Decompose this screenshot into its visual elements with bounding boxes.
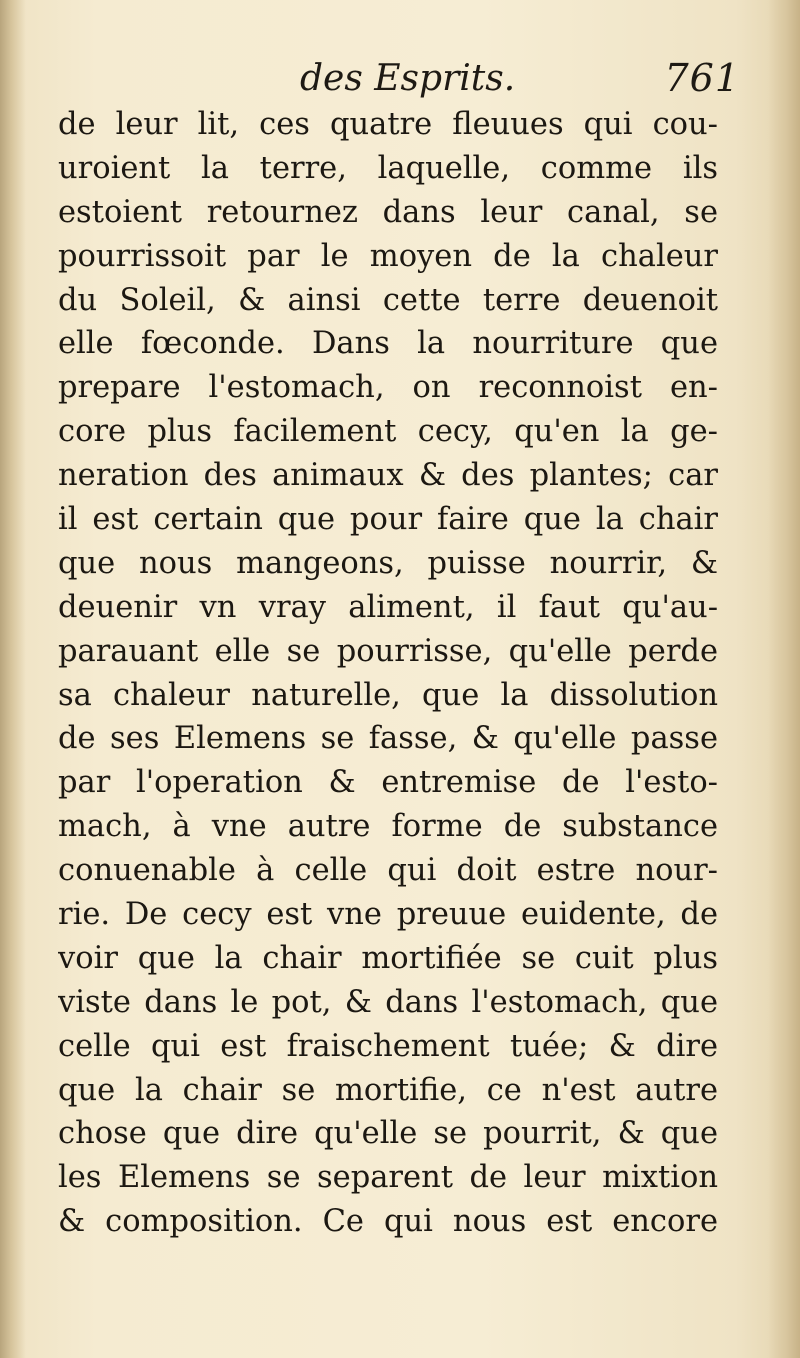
text-line: voir que la chair mortifiée se cuit plus [58, 940, 718, 976]
body-text [58, 103, 718, 1244]
text-line: uroient la terre, laquelle, comme ils [58, 150, 718, 186]
spine-shadow [0, 0, 26, 1358]
text-line: que la chair se mortifie, ce n'est autre [58, 1072, 718, 1108]
text-line: neration des animaux & des plantes; car [58, 458, 718, 494]
running-head: des Esprits. [300, 58, 516, 99]
text-line: rie. De cecy est vne preuue euidente, de [58, 897, 718, 933]
text-line: de ses Elemens se fasse, & qu'elle passe [58, 721, 718, 757]
text-line: prepare l'estomach, on reconnoist en- [58, 370, 718, 406]
text-line: de leur lit, ces quatre fleuues qui cou- [58, 107, 718, 142]
text-line: & composition. Ce qui nous est encore [58, 1204, 718, 1240]
page-header [300, 48, 740, 108]
page-number: 761 [664, 56, 740, 100]
text-line: il est certain que pour faire que la chair [58, 502, 718, 538]
text-line: sa chaleur naturelle, que la dissolution [58, 677, 718, 713]
text-line: core plus facilement cecy, qu'en la ge- [58, 414, 718, 450]
text-line: celle qui est fraischement tuée; & dire [58, 1028, 718, 1064]
text-line: parauant elle se pourrisse, qu'elle perde [58, 633, 718, 669]
text-line: conuenable à celle qui doit estre nour- [58, 853, 718, 889]
text-line: estoient retournez dans leur canal, se [58, 194, 718, 230]
page-edge [768, 0, 800, 1358]
text-line: viste dans le pot, & dans l'estomach, que [58, 984, 718, 1020]
text-line: du Soleil, & ainsi cette terre deuenoit [58, 282, 718, 318]
text-line: mach, à vne autre forme de substance [58, 809, 718, 845]
text-line: deuenir vn vray aliment, il faut qu'au- [58, 589, 718, 625]
text-line: les Elemens se separent de leur mixtion [58, 1160, 718, 1196]
text-line: elle fœconde. Dans la nourriture que [58, 326, 718, 362]
text-line: pourrissoit par le moyen de la chaleur [58, 238, 718, 274]
text-line: que nous mangeons, puisse nourrir, & [58, 545, 718, 581]
text-line: chose que dire qu'elle se pourrit, & que [58, 1116, 718, 1152]
text-line: par l'operation & entremise de l'esto- [58, 765, 718, 801]
